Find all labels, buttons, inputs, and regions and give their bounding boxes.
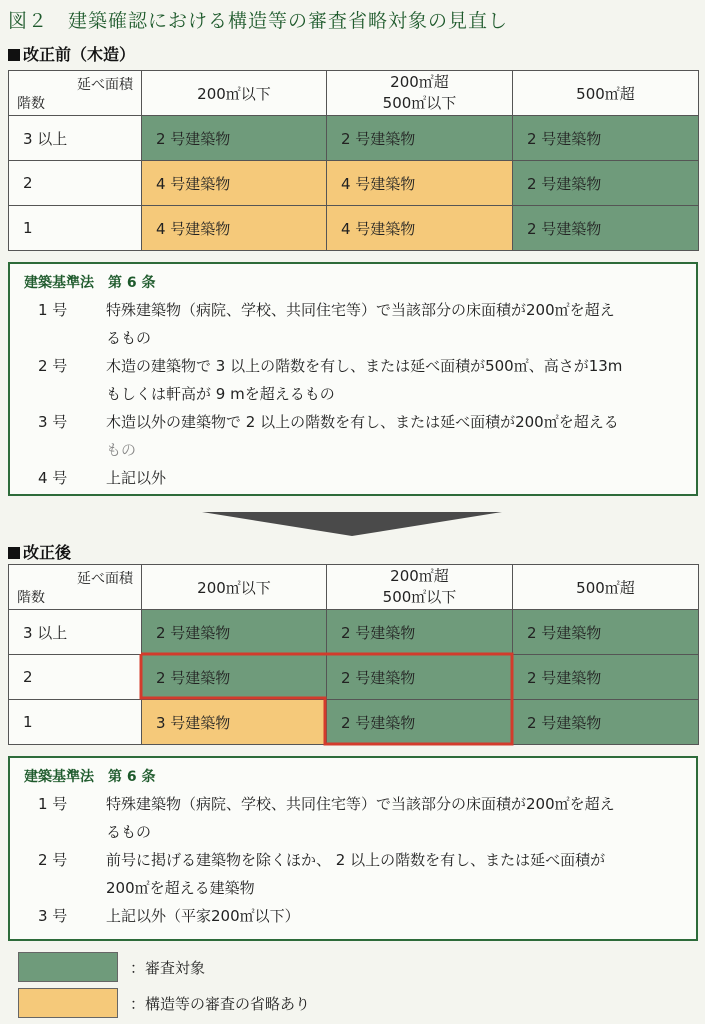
cell: 4 号建築物 <box>142 206 327 251</box>
law-box-after <box>8 756 698 941</box>
law-item-number: 4 号 <box>38 469 68 487</box>
col-header: 500㎡超 <box>513 565 699 610</box>
law-item <box>24 902 682 930</box>
law-title: 建築基準法 第 6 条 <box>24 769 156 785</box>
law-item-text: 前号に掲げる建築物を除くほか、 2 以上の階数を有し、または延べ面積が <box>106 851 606 869</box>
law-item-text: るもの <box>106 329 152 347</box>
legend-swatch-omitted <box>18 988 118 1018</box>
law-item-text: 上記以外（平家200㎡以下） <box>106 907 300 925</box>
cell: 2 号建築物 <box>327 655 513 700</box>
cell: 4 号建築物 <box>327 161 513 206</box>
row-header: 2 <box>9 161 142 206</box>
cell: 2 号建築物 <box>513 116 699 161</box>
cell: 2 号建築物 <box>327 116 513 161</box>
law-item <box>24 846 682 874</box>
row-header: 2 <box>9 655 142 700</box>
law-item-number: 1 号 <box>38 795 68 813</box>
law-item <box>24 790 682 818</box>
col-header-line: 500㎡以下 <box>382 588 457 606</box>
col-header-line: 200㎡超 <box>390 73 449 91</box>
legend-swatch-review <box>18 952 118 982</box>
cell: 3 号建築物 <box>142 700 327 745</box>
col-header: 500㎡超 <box>513 71 699 116</box>
row-header: 3 以上 <box>9 116 142 161</box>
legend-label-review: ：審査対象 <box>130 959 206 977</box>
law-item-text: 木造の建築物で 3 以上の階数を有し、または延べ面積が500㎡、高さが13m <box>106 357 623 375</box>
law-item-text: 200㎡を超える建築物 <box>106 879 255 897</box>
cell: 2 号建築物 <box>513 700 699 745</box>
cell: 2 号建築物 <box>513 610 699 655</box>
law-item-cont <box>24 818 682 846</box>
corner-area-label: 延べ面積 <box>77 76 133 93</box>
law-item-number: 1 号 <box>38 301 68 319</box>
legend-label-omitted: ：構造等の審査の省略あり <box>130 995 311 1013</box>
row-header: 3 以上 <box>9 610 142 655</box>
corner-area-label: 延べ面積 <box>77 570 133 587</box>
cell: 2 号建築物 <box>142 610 327 655</box>
corner-floors-label: 階数 <box>17 589 45 606</box>
law-item-text: もしくは軒高が 9 mを超えるもの <box>106 385 335 403</box>
row-header: 1 <box>9 206 142 251</box>
law-item-number: 3 号 <box>38 413 68 431</box>
figure-title: 図２ 建築確認における構造等の審査省略対象の見直し <box>8 10 509 32</box>
col-header-line: 200㎡超 <box>390 567 449 585</box>
col-header: 200㎡以下 <box>142 565 327 610</box>
law-title: 建築基準法 第 6 条 <box>24 275 156 291</box>
cell: 2 号建築物 <box>142 116 327 161</box>
law-item-number: 2 号 <box>38 851 68 869</box>
law-item-text: 特殊建築物（病院、学校、共同住宅等）で当該部分の床面積が200㎡を超え <box>106 795 615 813</box>
cell: 2 号建築物 <box>327 700 513 745</box>
cell: 2 号建築物 <box>513 655 699 700</box>
law-item-text: 特殊建築物（病院、学校、共同住宅等）で当該部分の床面積が200㎡を超え <box>106 301 615 319</box>
cell: 4 号建築物 <box>142 161 327 206</box>
law-item-text: るもの <box>106 823 152 841</box>
law-item-number: 3 号 <box>38 907 68 925</box>
before-label-text: 改正前（木造） <box>23 45 136 64</box>
cell: 2 号建築物 <box>513 206 699 251</box>
row-header: 1 <box>9 700 142 745</box>
law-item-number: 2 号 <box>38 357 68 375</box>
law-item-cont <box>24 874 682 902</box>
cell: 2 号建築物 <box>327 610 513 655</box>
cell: 4 号建築物 <box>327 206 513 251</box>
cell: 2 号建築物 <box>142 655 327 700</box>
col-header: 200㎡以下 <box>142 71 327 116</box>
col-header-line: 500㎡以下 <box>382 94 457 112</box>
corner-floors-label: 階数 <box>17 95 45 112</box>
cell: 2 号建築物 <box>513 161 699 206</box>
law-item-text: 上記以外 <box>106 469 167 487</box>
after-label-text: 改正後 <box>23 543 72 562</box>
law-item-text: 木造以外の建築物で 2 以上の階数を有し、または延べ面積が200㎡を超える <box>106 413 619 431</box>
law-item-text: もの <box>106 441 137 459</box>
